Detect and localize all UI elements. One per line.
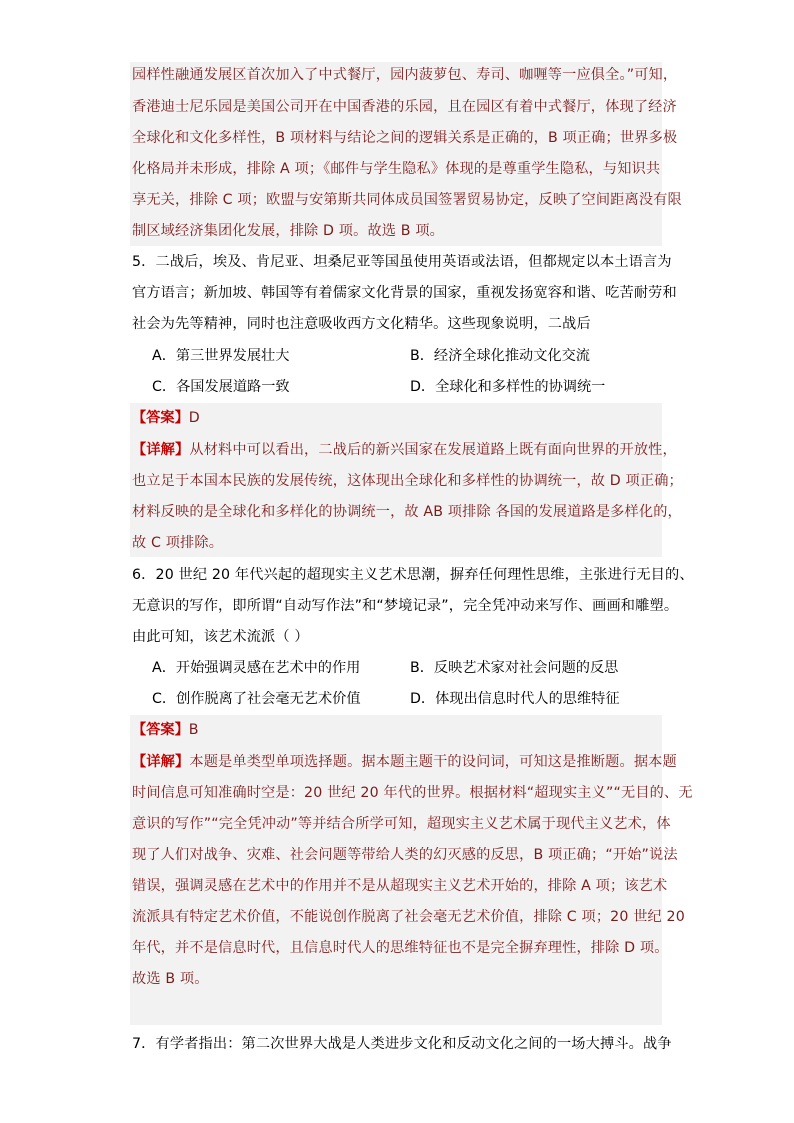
prev-explanation-shade bbox=[130, 62, 662, 246]
q6-option-b: B．反映艺术家对社会问题的反思 bbox=[410, 660, 619, 676]
q5-option-a: A．第三世界发展壮大 bbox=[152, 348, 290, 364]
q5-stem-line: 5．二战后，埃及、肯尼亚、坦桑尼亚等国虽使用英语或法语，但都规定以本土语言为 bbox=[132, 254, 672, 270]
prev-explanation-line: 全球化和文化多样性，B 项材料与结论之间的逻辑关系是正确的，B 项正确；世界多极 bbox=[132, 130, 678, 146]
q6-detail-label: 【详解】 bbox=[132, 754, 190, 770]
q5-option-b: B．经济全球化推动文化交流 bbox=[410, 348, 590, 364]
q6-detail-line: 年代，并不是信息时代，且信息时代人的思维特征也不是完全摒弃理性，排除 D 项。 bbox=[132, 940, 669, 956]
q6-answer bbox=[132, 720, 199, 740]
prev-explanation-line: 园样性融通发展区首次加入了中式餐厅，园内菠萝包、寿司、咖喱等一应俱全。”可知， bbox=[132, 67, 678, 83]
q6-answer-label: 【答案】 bbox=[132, 722, 189, 738]
q5-detail-text: 从材料中可以看出，二战后的新兴国家在发展道路上既有面向世界的开放性， bbox=[189, 442, 677, 458]
prev-explanation-line: 化格局并未形成，排除 A 项；《邮件与学生隐私》体现的是尊重学生隐私，与知识共 bbox=[132, 161, 661, 177]
q6-option-a: A．开始强调灵感在艺术中的作用 bbox=[152, 660, 361, 676]
prev-explanation-line: 享无关，排除 C 项；欧盟与安第斯共同体成员国签署贸易协定，反映了空间距离没有限 bbox=[132, 192, 682, 208]
prev-explanation-line: 制区域经济集团化发展，排除 D 项。故选 B 项。 bbox=[132, 223, 445, 239]
q6-detail-line: 意识的写作”“完全凭冲动”等并结合所学可知，超现实主义艺术属于现代主义艺术，体 bbox=[132, 816, 671, 832]
q5-answer bbox=[132, 408, 200, 428]
q6-option-d: D．体现出信息时代人的思维特征 bbox=[410, 691, 620, 707]
q5-detail-line: 故 C 项排除。 bbox=[132, 535, 224, 551]
q7-stem-line: 7．有学者指出：第二次世界大战是人类进步文化和反动文化之间的一场大搏斗。战争 bbox=[132, 1036, 672, 1052]
q5-option-c: C．各国发展道路一致 bbox=[152, 379, 290, 395]
q6-detail-line: 现了人们对战争、灾难、社会问题等带给人类的幻灭感的反思，B 项正确；“开始”说法 bbox=[132, 847, 678, 863]
q5-option-d: D．全球化和多样性的协调统一 bbox=[410, 379, 606, 395]
q6-detail-line: 流派具有特定艺术价值，不能说创作脱离了社会毫无艺术价值，排除 C 项；20 世纪 20 bbox=[132, 909, 685, 925]
q5-detail-label: 【详解】 bbox=[132, 442, 190, 458]
q5-stem-line: 社会为先等精神，同时也注意吸收西方文化精华。这些现象说明，二战后 bbox=[132, 316, 591, 332]
q5-detail-line: 材料反映的是全球化和多样化的协调统一，故 AB 项排除 各国的发展道路是多样化的， bbox=[132, 504, 682, 520]
q6-detail-line: 错误，强调灵感在艺术中的作用并不是从超现实主义艺术开始的，排除 A 项；该艺术 bbox=[132, 878, 668, 894]
q5-answer-label: 【答案】 bbox=[132, 410, 189, 426]
q6-detail-line: 时间信息可知准确时空是：20 世纪 20 年代的世界。根据材料“超现实主义”“无目的、无 bbox=[132, 785, 693, 801]
q6-answer-value: B bbox=[188, 722, 199, 738]
prev-explanation-line: 香港迪士尼乐园是美国公司开在中国香港的乐园，且在园区有着中式餐厅，体现了经济 bbox=[132, 99, 677, 115]
q6-stem-line: 由此可知，该艺术流派（ ） bbox=[132, 629, 309, 645]
q6-option-c: C．创作脱离了社会毫无艺术价值 bbox=[152, 691, 361, 707]
q5-stem-line: 官方语言；新加坡、韩国等有着儒家文化背景的国家，重视发扬宽容和谐、吃苦耐劳和 bbox=[132, 285, 677, 301]
q6-detail-text: 本题是单类型单项选择题。据本题主题干的设问词，可知这是推断题。据本题 bbox=[189, 754, 677, 770]
q6-detail-line bbox=[132, 752, 677, 772]
q6-detail-line: 故选 B 项。 bbox=[132, 971, 209, 987]
q5-answer-value: D bbox=[188, 410, 200, 426]
q6-stem-line: 6．20 世纪 20 年代兴起的超现实主义艺术思潮，摒弃任何理性思维，主张进行无目的、 bbox=[132, 567, 694, 583]
q5-detail-line bbox=[132, 440, 677, 460]
q5-detail-line: 也立足于本国本民族的发展传统，这体现出全球化和多样性的协调统一，故 D 项正确； bbox=[132, 473, 683, 489]
q6-stem-line: 无意识的写作，即所谓“自动写作法”和“梦境记录”，完全凭冲动来写作、画画和雕塑。 bbox=[132, 598, 679, 614]
